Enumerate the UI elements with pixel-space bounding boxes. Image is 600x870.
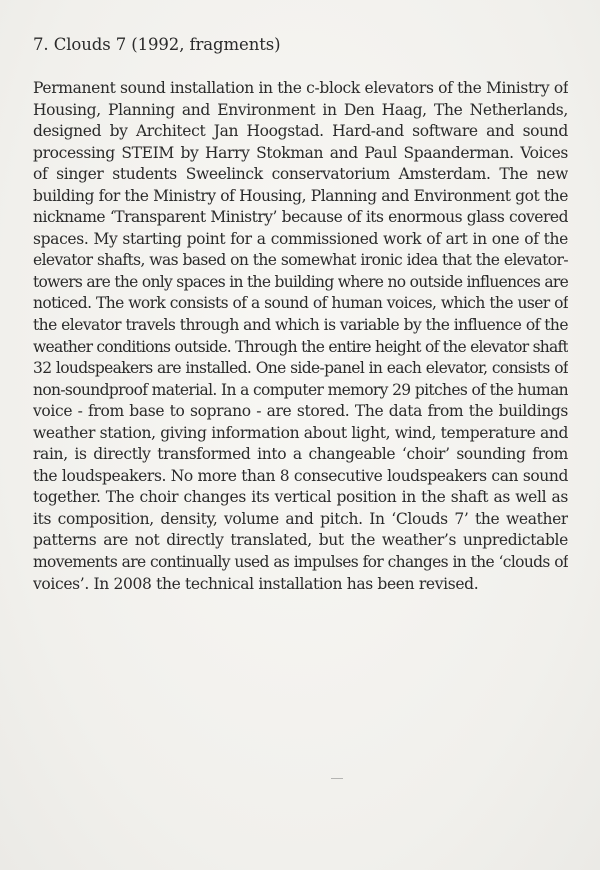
text-line: patterns are not directly translated, but the weather’s unpredictable <box>33 531 568 550</box>
text-line: rain, is directly transformed into a changeable ‘choir’ sounding from <box>33 445 568 464</box>
text-line: weather station, giving information about light, wind, temperature and <box>33 423 568 442</box>
text-line: designed by Architect Jan Hoogstad. Hard-and software and sound <box>33 122 568 141</box>
text-line: movements are continually used as impulses for changes in the ‘clouds of <box>33 553 568 572</box>
text-line: building for the Ministry of Housing, Planning and Environment got the <box>33 186 568 205</box>
body-paragraph <box>33 78 568 595</box>
text-line: together. The choir changes its vertical position in the shaft as well as <box>33 488 568 507</box>
text-line: voices’. In 2008 the technical installation has been revised. <box>33 574 479 593</box>
text-line: voice - from base to soprano - are stored. The data from the buildings <box>33 402 568 421</box>
text-line: processing STEIM by Harry Stokman and Paul Spaanderman. Voices <box>33 143 568 162</box>
text-line: its composition, density, volume and pitch. In ‘Clouds 7’ the weather <box>33 509 568 528</box>
text-line: Permanent sound installation in the c-block elevators of the Ministry of <box>33 79 568 97</box>
text-line: 32 loudspeakers are installed. One side-panel in each elevator, consists of <box>33 359 568 378</box>
text-line: non-soundproof material. In a computer memory 29 pitches of the human <box>33 380 568 399</box>
text-line: weather conditions outside. Through the entire height of the elevator shaft <box>33 337 568 356</box>
page-mark <box>331 778 343 779</box>
text-line: of singer students Sweelinck conservatorium Amsterdam. The new <box>33 165 568 184</box>
text-line: noticed. The work consists of a sound of human voices, which the user of <box>33 294 568 313</box>
text-line: Housing, Planning and Environment in Den Haag, The Netherlands, <box>33 100 568 119</box>
text-line: nickname ‘Transparent Ministry’ because of its enormous glass covered <box>33 208 568 227</box>
text-line: towers are the only spaces in the building where no outside influences are <box>33 272 568 291</box>
text-line: the loudspeakers. No more than 8 consecutive loudspeakers can sound <box>33 466 568 485</box>
text-line: the elevator travels through and which is variable by the influence of the <box>33 316 568 335</box>
text-line: elevator shafts, was based on the somewhat ironic idea that the elevator- <box>33 251 568 270</box>
section-heading: 7. Clouds 7 (1992, fragments) <box>33 35 281 54</box>
text-line: spaces. My starting point for a commissioned work of art in one of the <box>33 229 568 248</box>
